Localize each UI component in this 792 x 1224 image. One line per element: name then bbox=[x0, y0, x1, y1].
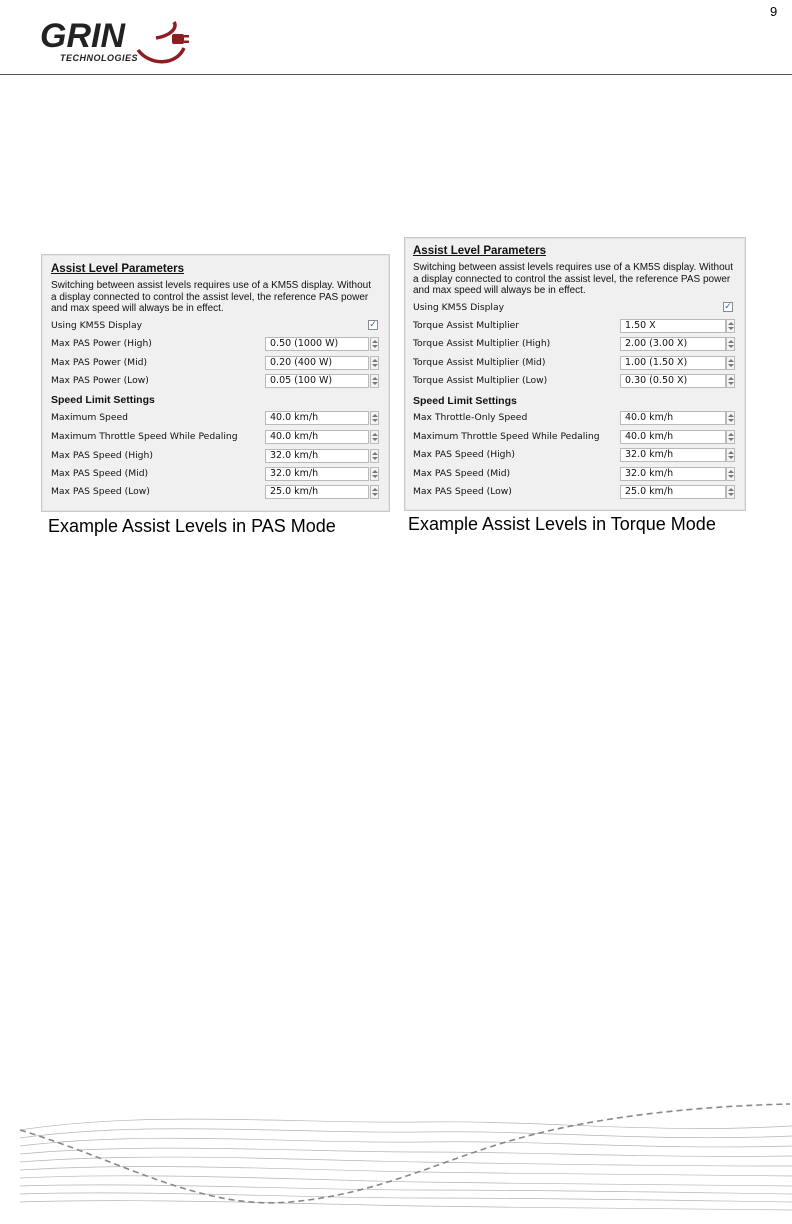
spinner-icon[interactable] bbox=[726, 411, 735, 425]
assist-row-label: Torque Assist Multiplier (Mid) bbox=[413, 357, 546, 368]
speed-row-label: Max PAS Speed (High) bbox=[413, 449, 515, 460]
caption-pas-mode: Example Assist Levels in PAS Mode bbox=[48, 516, 336, 536]
description-line: Switching between assist levels requires use of a KM5S display. Without bbox=[51, 280, 371, 291]
speed-row bbox=[51, 429, 381, 445]
description-line: Switching between assist levels requires use of a KM5S display. Without bbox=[413, 262, 733, 273]
speed-row-label: Max PAS Speed (Low) bbox=[413, 486, 512, 497]
assist-row bbox=[51, 355, 381, 371]
spinner-icon[interactable] bbox=[370, 374, 379, 388]
spinner-icon[interactable] bbox=[726, 337, 735, 351]
speed-row-label: Maximum Throttle Speed While Pedaling bbox=[413, 431, 600, 442]
description-line: and max speed will always be in effect. bbox=[51, 303, 224, 315]
speed-row-label: Max PAS Speed (Mid) bbox=[413, 468, 511, 479]
assist-row-label: Max PAS Power (High) bbox=[51, 338, 152, 349]
km5s-display-checkbox[interactable]: ✓ bbox=[724, 302, 732, 312]
panel-title: Assist Level Parameters bbox=[413, 245, 546, 257]
assist-row bbox=[413, 318, 739, 334]
footer-wave-decoration bbox=[0, 1090, 792, 1224]
assist-row bbox=[413, 336, 739, 352]
speed-section-title: Speed Limit Settings bbox=[413, 395, 517, 407]
speed-value-field[interactable]: 32.0 km/h bbox=[265, 467, 369, 481]
speed-value-field[interactable]: 40.0 km/h bbox=[620, 411, 726, 425]
assist-value-field[interactable]: 1.50 X bbox=[620, 319, 726, 333]
panel-description bbox=[413, 262, 743, 297]
description-line: a display connected to control the assist level, the reference PAS power bbox=[51, 291, 369, 303]
spinner-icon[interactable] bbox=[370, 411, 379, 425]
assist-panel-torque bbox=[404, 237, 746, 511]
description-line: a display connected to control the assist level, the reference PAS power bbox=[413, 273, 731, 285]
spinner-icon[interactable] bbox=[726, 485, 735, 499]
speed-section-title: Speed Limit Settings bbox=[51, 394, 155, 406]
assist-row bbox=[51, 373, 381, 389]
speed-row bbox=[51, 448, 381, 464]
spinner-icon[interactable] bbox=[370, 430, 379, 444]
speed-row-label: Max PAS Speed (Low) bbox=[51, 486, 150, 497]
assist-panel-pas bbox=[41, 254, 390, 512]
spinner-icon[interactable] bbox=[726, 319, 735, 333]
speed-value-field[interactable]: 40.0 km/h bbox=[265, 430, 369, 444]
speed-value-field[interactable]: 40.0 km/h bbox=[620, 430, 726, 444]
speed-row bbox=[413, 447, 739, 463]
caption-torque-mode: Example Assist Levels in Torque Mode bbox=[408, 514, 716, 534]
spinner-icon[interactable] bbox=[726, 448, 735, 462]
speed-row-label: Max PAS Speed (High) bbox=[51, 450, 153, 461]
km5s-display-row bbox=[413, 300, 739, 316]
km5s-display-row bbox=[51, 318, 381, 334]
spinner-icon[interactable] bbox=[370, 467, 379, 481]
logo-sub: TECHNOLOGIES bbox=[60, 53, 139, 63]
spinner-icon[interactable] bbox=[726, 467, 735, 481]
assist-row bbox=[413, 355, 739, 371]
description-line: and max speed will always be in effect. bbox=[413, 285, 586, 297]
spinner-icon[interactable] bbox=[726, 374, 735, 388]
assist-row-label: Torque Assist Multiplier bbox=[413, 320, 520, 331]
speed-value-field[interactable]: 25.0 km/h bbox=[265, 485, 369, 499]
grin-technologies-logo bbox=[38, 14, 190, 76]
spinner-icon[interactable] bbox=[370, 356, 379, 370]
speed-row-label: Maximum Speed bbox=[51, 412, 128, 423]
km5s-display-checkbox[interactable]: ✓ bbox=[369, 320, 377, 330]
spinner-icon[interactable] bbox=[726, 430, 735, 444]
assist-row-label: Max PAS Power (Low) bbox=[51, 375, 149, 386]
speed-row bbox=[51, 410, 381, 426]
page-number: 9 bbox=[770, 4, 778, 19]
speed-row bbox=[413, 429, 739, 445]
speed-value-field[interactable]: 40.0 km/h bbox=[265, 411, 369, 425]
assist-value-field[interactable]: 0.05 (100 W) bbox=[265, 374, 369, 388]
speed-value-field[interactable]: 25.0 km/h bbox=[620, 485, 726, 499]
header-divider bbox=[0, 74, 792, 75]
speed-row bbox=[51, 466, 381, 482]
assist-row bbox=[413, 373, 739, 389]
panel-title: Assist Level Parameters bbox=[51, 263, 184, 275]
logo-word: GRIN bbox=[40, 17, 125, 55]
speed-value-field[interactable]: 32.0 km/h bbox=[620, 448, 726, 462]
spinner-icon[interactable] bbox=[370, 485, 379, 499]
assist-value-field[interactable]: 0.20 (400 W) bbox=[265, 356, 369, 370]
assist-value-field[interactable]: 2.00 (3.00 X) bbox=[620, 337, 726, 351]
assist-row-label: Max PAS Power (Mid) bbox=[51, 357, 148, 368]
checkbox-label: Using KM5S Display bbox=[413, 302, 505, 313]
speed-value-field[interactable]: 32.0 km/h bbox=[265, 449, 369, 463]
speed-row bbox=[413, 484, 739, 500]
speed-value-field[interactable]: 32.0 km/h bbox=[620, 467, 726, 481]
checkbox-label: Using KM5S Display bbox=[51, 320, 143, 331]
spinner-icon[interactable] bbox=[370, 337, 379, 351]
spinner-icon[interactable] bbox=[370, 449, 379, 463]
assist-value-field[interactable]: 0.30 (0.50 X) bbox=[620, 374, 726, 388]
assist-row-label: Torque Assist Multiplier (High) bbox=[413, 338, 551, 349]
assist-row bbox=[51, 336, 381, 352]
speed-row-label: Maximum Throttle Speed While Pedaling bbox=[51, 431, 238, 442]
assist-value-field[interactable]: 1.00 (1.50 X) bbox=[620, 356, 726, 370]
speed-row-label: Max PAS Speed (Mid) bbox=[51, 468, 149, 479]
speed-row-label: Max Throttle-Only Speed bbox=[413, 412, 528, 423]
spinner-icon[interactable] bbox=[726, 356, 735, 370]
speed-row bbox=[413, 410, 739, 426]
speed-row bbox=[51, 484, 381, 500]
panel-description bbox=[51, 280, 386, 315]
speed-row bbox=[413, 466, 739, 482]
assist-row-label: Torque Assist Multiplier (Low) bbox=[413, 375, 548, 386]
assist-value-field[interactable]: 0.50 (1000 W) bbox=[265, 337, 369, 351]
